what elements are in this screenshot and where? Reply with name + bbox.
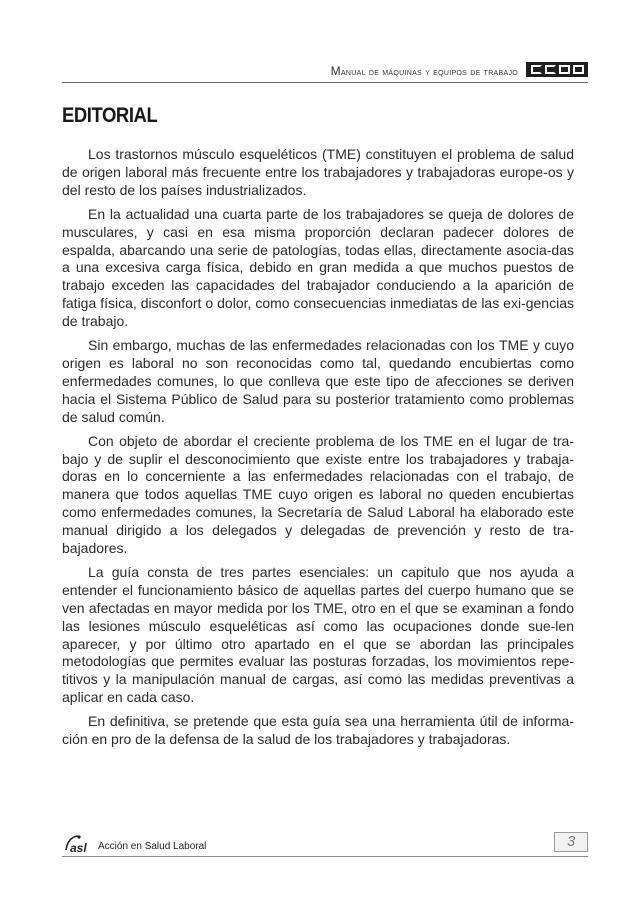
running-header-initial: M bbox=[330, 64, 341, 78]
asl-logo bbox=[62, 834, 94, 854]
footer-publication-name: Acción en Salud Laboral bbox=[98, 841, 207, 852]
paragraph: Sin embargo, muchas de las enfermedades relacionadas con los TME y cuyo origen es laboral no son reconocidas como tal, quedando encubiertas como enfermedades comunes, lo que conlleva que este tipo de afecciones se deriven hacia el Sistema Público de Salud para su posterior tratamiento como problemas de salud común. bbox=[62, 337, 574, 425]
header-rule bbox=[62, 82, 588, 83]
logo-letter-c2 bbox=[545, 65, 556, 74]
svg-text:asl: asl bbox=[70, 841, 87, 854]
logo-letter-o1 bbox=[559, 65, 570, 74]
body-text bbox=[62, 146, 574, 755]
page-footer bbox=[62, 830, 588, 860]
paragraph: En la actualidad una cuarta parte de los trabajadores se queja de dolores de musculares, y casi en esa misma proporción declaran padecer dolores de espalda, abarcando una serie de patologías, todas ellas, directamente asocia-das a una excesiva carga física, debido en gran medida a que muchos puestos de trabajo exceden las capacidades del trabajador conduciendo a la aparición de fatiga física, disconfort o dolor, como consecuencias inmediatas de las exi-gencias de trabajo. bbox=[62, 205, 574, 330]
footer-rule bbox=[62, 856, 588, 857]
paragraph: Los trastornos músculo esqueléticos (TME) constituyen el problema de salud de origen laboral más frecuente entre los trabajadores y trabajadoras europe-os y del resto de los países industrializados. bbox=[62, 146, 574, 198]
logo-letter-c1 bbox=[531, 65, 542, 74]
paragraph: La guía consta de tres partes esenciales: un capitulo que nos ayuda a entender el funcionamiento básico de aquellas partes del cuerpo humano que se ven afectadas en mayor medida por los TME, otro en el que se examinan a fondo las lesiones músculo esqueléticas así como las ocupaciones donde sue-len aparecer, y por último otro apartado en el que se abordan las principales metodologías que permites evaluar las posturas forzadas, los movimientos repe-titivos y la manipulación manual de cargas, así como las medidas preventivas a aplicar en cada caso. bbox=[62, 563, 574, 706]
ccoo-logo bbox=[526, 62, 588, 77]
running-header-text: anual de máquinas y equipos de trabajo bbox=[340, 67, 518, 78]
paragraph: Con objeto de abordar el creciente problema de los TME en el lugar de tra-bajo y de suplir el desconocimiento que existe entre los trabajadores y trabaja-doras en lo concerniente a las enfermedades relacionadas con el trabajo, de manera que todos aquellas TME cuyo origen es laboral no queden encubiertas como enfermedades comunes, la Secretaría de Salud Laboral ha elaborado este manual dirigido a los delegados y delegadas de prevención y resto de tra-bajadores. bbox=[62, 432, 574, 557]
page-number: 3 bbox=[554, 832, 588, 852]
running-header-title bbox=[331, 64, 518, 78]
page-header bbox=[62, 62, 588, 84]
paragraph: En definitiva, se pretende que esta guía sea una herramienta útil de informa-ción en pro de la defensa de la salud de los trabajadores y trabajadoras. bbox=[62, 713, 574, 748]
logo-letter-o2 bbox=[573, 65, 584, 74]
page-title: EDITORIAL bbox=[62, 104, 158, 127]
